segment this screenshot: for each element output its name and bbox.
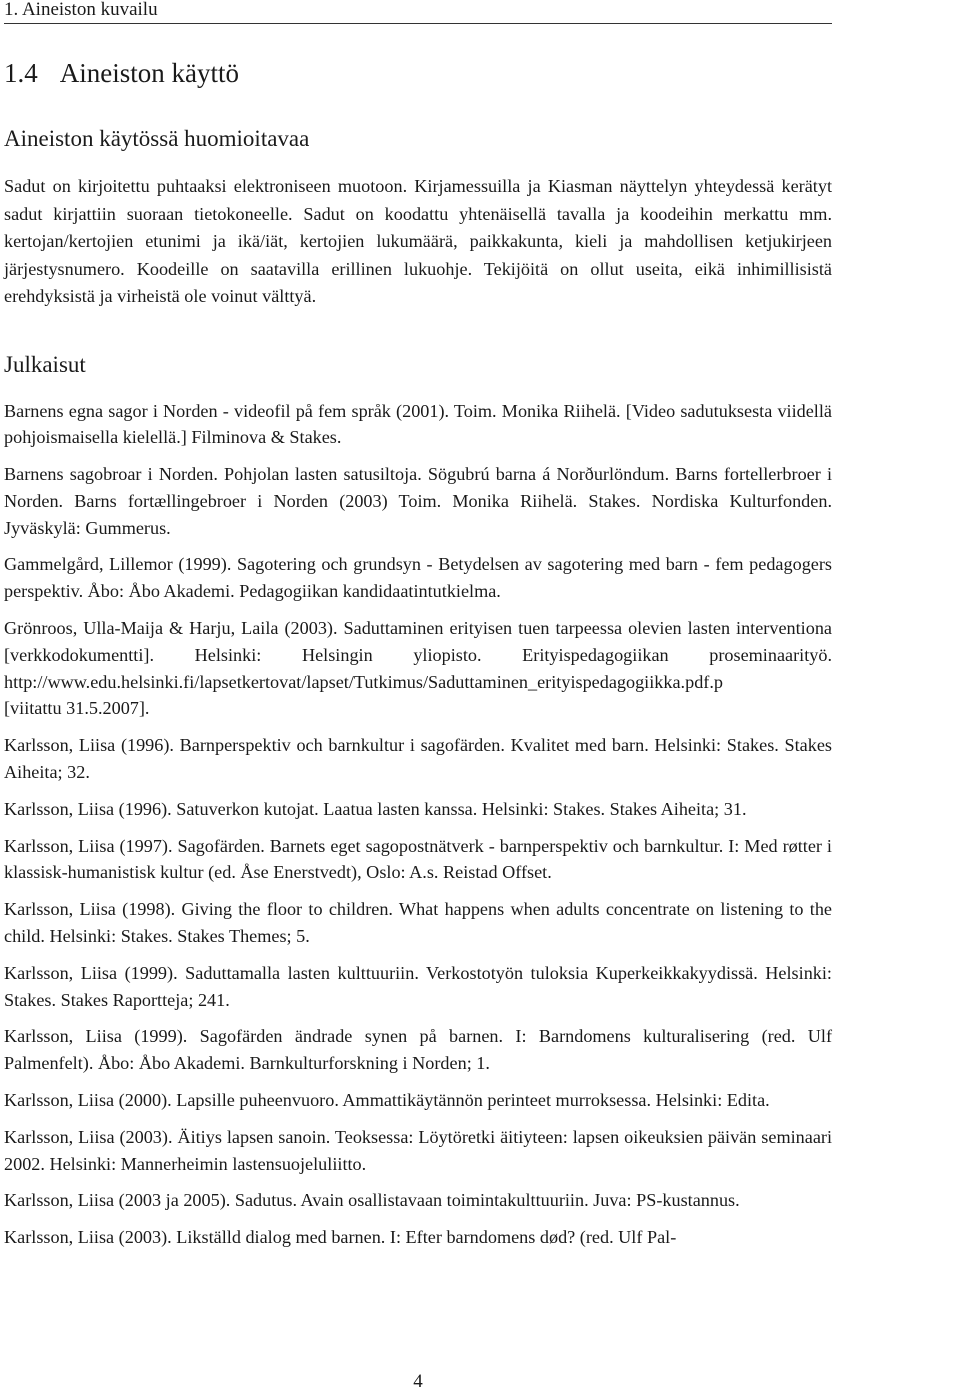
reference-url-link[interactable]: http://www.edu.helsinki.fi/lapsetkertovat/lapset/Tutkimus/Saduttaminen_erityispedagogiikka.pdf.p xyxy=(4,671,723,692)
reference-item: Karlsson, Liisa (2003 ja 2005). Sadutus. Avain osallistavaan toimintakulttuuriin. Juva: PS-kustannus. xyxy=(4,1190,740,1211)
subsection-title: Aineiston käytössä huomioitavaa xyxy=(4,126,310,151)
reference-item: Karlsson, Liisa (2003). Äitiys lapsen sanoin. Teoksessa: Löytöretki äitiyteen: lapsen oikeuksien päivän seminaari 2002. Helsinki: Mannerheimin lastensuojeluliitto. xyxy=(4,1126,832,1174)
page-number: 4 xyxy=(413,1371,423,1392)
reference-item: Barnens egna sagor i Norden - videofil på fem språk (2001). Toim. Monika Riihelä. [Video sadutuksesta viidellä pohjoismaisella kielellä.] Filminova & Stakes. xyxy=(4,400,832,448)
intro-paragraph: Sadut on kirjoitettu puhtaaksi elektroniseen muotoon. Kirjamessuilla ja Kiasman näyttelyn yhteydessä kerätyt sadut kirjattiin suoraan tietokoneelle. Sadut on koodattu yhtenäisellä tavalla ja koodeihin merkattu mm. kertojan/kertojien etunimi ja ikä/iät, kertojien lukumäärä, paikkakunta, kieli ja mahdollisen ketjukirjeen järjestysnumero. Koodeille on saatavilla erillinen lukuohje. Tekijöitä on ollut useita, eikä inhimillisistä erehdyksistä ja virheistä ole voinut välttyä. xyxy=(4,176,832,306)
running-head: 1. Aineiston kuvailu xyxy=(4,0,158,20)
reference-item: Karlsson, Liisa (2000). Lapsille puheenvuoro. Ammattikäytännön perinteet murroksessa. Helsinki: Edita. xyxy=(4,1090,770,1111)
section-number: 1.4 xyxy=(4,58,38,88)
section-title xyxy=(4,57,832,89)
reference-text: Grönroos, Ulla-Maija & Harju, Laila (2003). Saduttaminen erityisen tuen tarpeessa olevien lasten interventiona [verkkodokumentti]. Helsinki: Helsingin yliopisto. Erityispedagogiikan proseminaarityö. xyxy=(4,618,832,665)
reference-item-gronroos xyxy=(4,615,832,722)
document-page xyxy=(4,0,832,1392)
reference-item: Karlsson, Liisa (1999). Sagofärden ändrade synen på barnen. I: Barndomens kulturalisering (red. Ulf Palmenfelt). Åbo: Åbo Akademi. Barnkulturforskning i Norden; 1. xyxy=(4,1026,832,1074)
reference-item: Karlsson, Liisa (1996). Satuverkon kutojat. Laatua lasten kanssa. Helsinki: Stakes. Stakes Aiheita; 31. xyxy=(4,798,747,819)
publications-heading: Julkaisut xyxy=(4,351,86,377)
reference-item: Karlsson, Liisa (1997). Sagofärden. Barnets eget sagopostnätverk - barnperspektiv och barnkultur. I: Med røtter i klassisk-humanistisk kultur (ed. Åse Enerstvedt), Oslo: A.s. Reistad Offset. xyxy=(4,835,832,883)
reference-item: Karlsson, Liisa (1998). Giving the floor to children. What happens when adults concentrate on listening to the child. Helsinki: Stakes. Stakes Themes; 5. xyxy=(4,899,832,947)
reference-item: Karlsson, Liisa (1999). Saduttamalla lasten kulttuuriin. Verkostotyön tuloksia Kuperkeikkakyydissä. Helsinki: Stakes. Stakes Raportteja; 241. xyxy=(4,962,832,1010)
reference-list xyxy=(4,398,832,1252)
reference-item: Gammelgård, Lillemor (1999). Sagotering och grundsyn - Betydelsen av sagotering med barn - fem pedagogers perspektiv. Åbo: Åbo Akademi. Pedagogiikan kandidaatintutkielma. xyxy=(4,554,832,602)
reference-item: Barnens sagobroar i Norden. Pohjolan lasten satusiltoja. Sögubrú barna á Norðurlöndum. Barns fortellerbroer i Norden. Barns fortællingebroer i Norden (2003) Toim. Monika Riihelä. Stakes. Nordiska Kulturfonden. Jyväskylä: Gummerus. xyxy=(4,464,832,538)
reference-item: Karlsson, Liisa (1996). Barnperspektiv och barnkultur i sagofärden. Kvalitet med barn. Helsinki: Stakes. Stakes Aiheita; 32. xyxy=(4,735,832,783)
header-rule xyxy=(4,23,832,24)
reference-accessed-date: [viitattu 31.5.2007]. xyxy=(4,698,150,719)
reference-item: Karlsson, Liisa (2003). Likställd dialog med barnen. I: Efter barndomens død? (red. Ulf Pal- xyxy=(4,1227,677,1248)
section-title-text: Aineiston käyttö xyxy=(59,58,239,88)
